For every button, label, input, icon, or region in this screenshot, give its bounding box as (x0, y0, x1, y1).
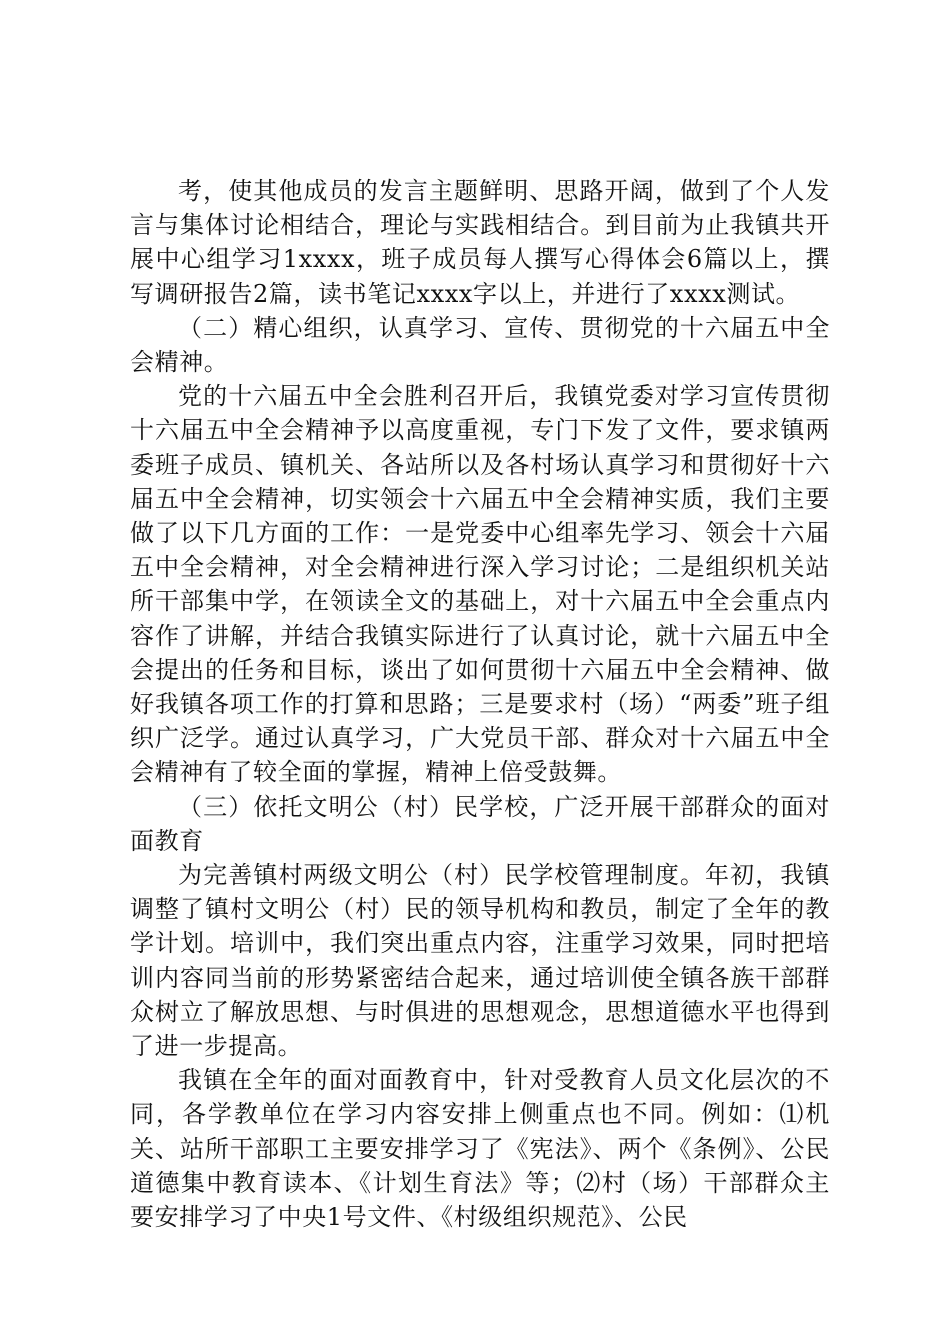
paragraph-civic-school: 为完善镇村两级文明公（村）民学校管理制度。年初，我镇调整了镇村文明公（村）民的领导机构和教员，制定了全年的教学计划。培训中，我们突出重点内容，注重学习效果，同时把培训内容同当前的形势紧密结合起来，通过培训使全镇各族干部群众树立了解放思想、与时俱进的思想观念，思想道德水平也得到了进一步提高。 (130, 861, 830, 1061)
paragraph-plenum-study: 党的十六届五中全会胜利召开后，我镇党委对学习宣传贯彻十六届五中全会精神予以高度重视，专门下发了文件，要求镇两委班子成员、镇机关、各站所以及各村场认真学习和贯彻好十六届五中全会精神，切实领会十六届五中全会精神实质，我们主要做了以下几方面的工作：一是党委中心组率先学习、领会十六届五中全会精神，对全会精神进行深入学习讨论；二是组织机关站所干部集中学，在领读全文的基础上，对十六届五中全会重点内容作了讲解，并结合我镇实际进行了认真讨论，就十六届五中全会提出的任务和目标，谈出了如何贯彻十六届五中全会精神、做好我镇各项工作的打算和思路；三是要求村（场）“两委”班子组织广泛学。通过认真学习，广大党员干部、群众对十六届五中全会精神有了较全面的掌握，精神上倍受鼓舞。 (130, 382, 830, 787)
paragraph-continuation: 考，使其他成员的发言主题鲜明、思路开阔，做到了个人发言与集体讨论相结合，理论与实践相结合。到目前为止我镇共开展中心组学习1xxxx，班子成员每人撰写心得体会6篇以上，撰写调研报告2篇，读书笔记xxxx字以上，并进行了xxxx测试。 (130, 177, 830, 308)
paragraph-face-to-face-education: 我镇在全年的面对面教育中，针对受教育人员文化层次的不同，各学教单位在学习内容安排上侧重点也不同。例如：⑴机关、站所干部职工主要安排学习了《宪法》、两个《条例》、公民道德集中教育读本、《计划生育法》等；⑵村（场）干部群众主要安排学习了中央1号文件、《村级组织规范》、公民 (130, 1066, 830, 1232)
section-heading-3: （三）依托文明公（村）民学校，广泛开展干部群众的面对面教育 (130, 792, 830, 855)
document-body (130, 174, 830, 1234)
section-heading-2: （二）精心组织，认真学习、宣传、贯彻党的十六届五中全会精神。 (130, 313, 830, 377)
